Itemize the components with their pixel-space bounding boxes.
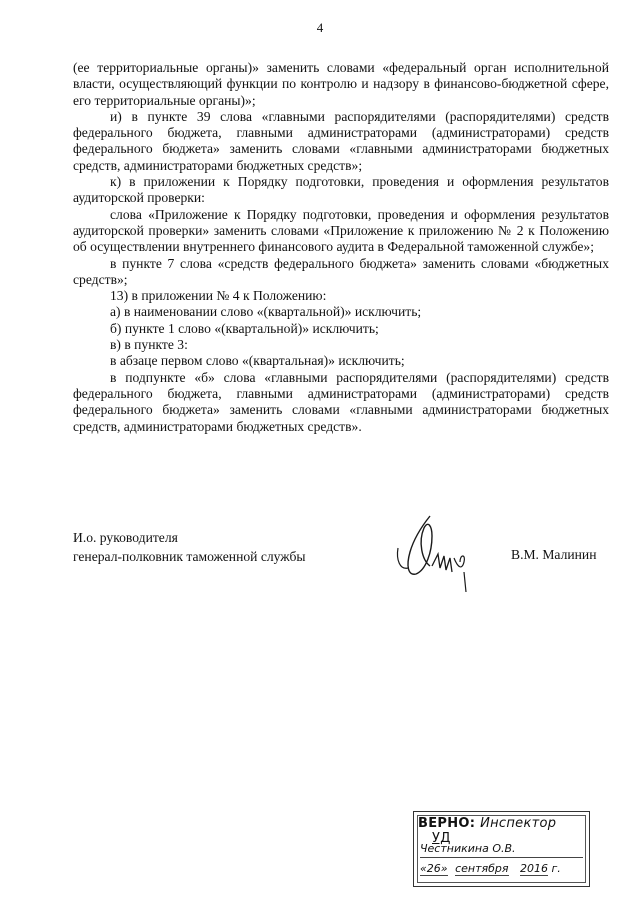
paragraph: 13) в приложении № 4 к Положению: (110, 288, 327, 304)
paragraph: в пункте 7 слова «средств федерального бюджета» заменить словами «бюджетных средств»; (73, 255, 609, 287)
stamp-name-line (420, 842, 583, 858)
certification-stamp (413, 811, 590, 887)
document-body (73, 60, 609, 435)
stamp-code: УД (432, 831, 451, 846)
signatory-position-line2: генерал-полковник таможенной службы (73, 549, 306, 564)
stamp-role: Инспектор (480, 816, 557, 831)
paragraph: (ее территориальные органы)» заменить словами «федеральный орган исполнительной власти, осуществляющий функции по контролю и надзору в финансово-бюджетной сфере, его территориальные органы)»; (73, 60, 609, 108)
stamp-date-line (420, 862, 583, 877)
paragraph: в абзаце первом слово «(квартальная)» исключить; (110, 353, 405, 369)
handwritten-signature-icon (392, 508, 492, 600)
paragraph: в) в пункте 3: (110, 337, 188, 353)
paragraph: б) пункте 1 слово «(квартальной)» исключить; (110, 320, 379, 336)
stamp-verified-label: ВЕРНО: (418, 816, 476, 831)
paragraph: в подпункте «б» слова «главными распорядителями (распорядителями) средств федерального бюджета, главными администраторами (администраторами) средств федерального бюджета» заменить словами «главными администраторами бюджетных средств, администраторами бюджетных средств». (73, 369, 609, 434)
stamp-date-year: 2016 (520, 862, 548, 875)
stamp-handwritten-name: Честникина О.В. (420, 842, 516, 855)
paragraph: слова «Приложение к Порядку подготовки, проведения и оформления результатов аудиторской проверки» заменить словами «Приложение к приложению № 2 к Положению об осуществлении внутреннего финансового аудита в Федеральной таможенной службе»; (73, 206, 609, 255)
stamp-date-day: «26» (420, 862, 448, 875)
stamp-year-suffix: г. (551, 862, 561, 875)
paragraph: а) в наименовании слово «(квартальной)» исключить; (110, 304, 422, 320)
signatory-name: В.М. Малинин (511, 547, 597, 562)
stamp-date-month: сентября (455, 862, 509, 875)
page-number: 4 (316, 20, 324, 35)
paragraph: к) в приложении к Порядку подготовки, проведения и оформления результатов аудиторской проверки: (73, 174, 609, 206)
signatory-position-line1: И.о. руководителя (73, 530, 178, 545)
paragraph: и) в пункте 39 слова «главными распорядителями (распорядителями) средств федерального бюджета, главными администраторами (администраторами) средств федерального бюджета» заменить словами «главными администраторами бюджетных средств, администраторами бюджетных средств»; (73, 108, 609, 173)
